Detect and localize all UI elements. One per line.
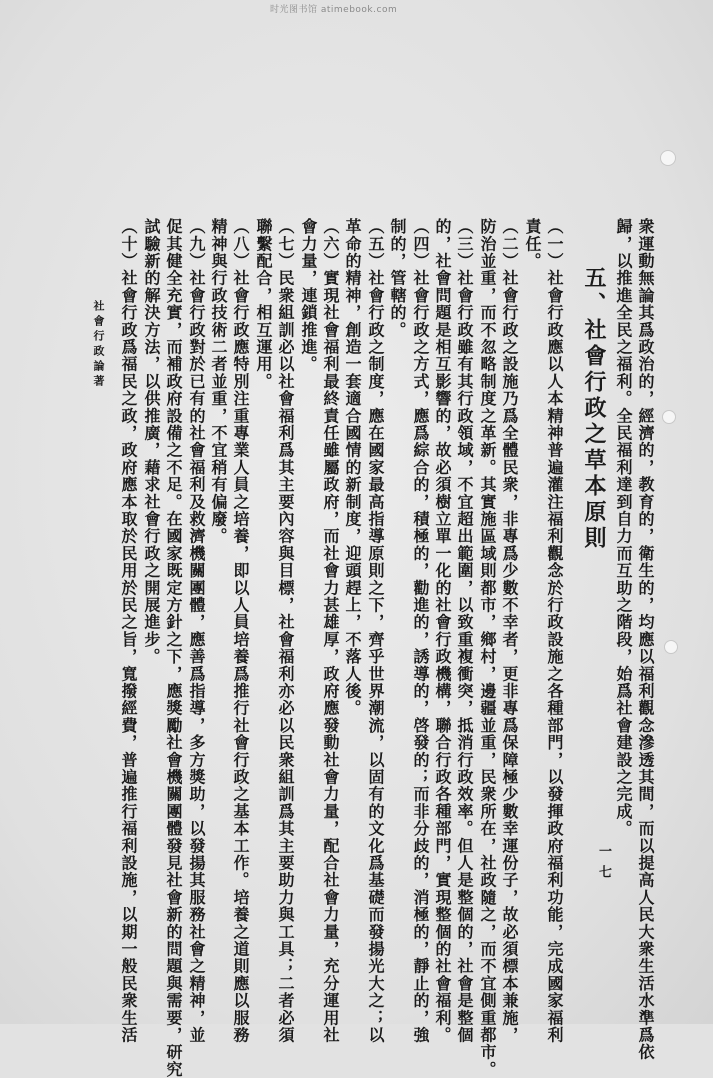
text-column: （一）社會行政應以人本精神普遍灌注福利觀念於行政設施之各種部門，以發揮政府福利功能，完成國家福利 xyxy=(545,218,564,1044)
text-column: 責任。 xyxy=(523,218,542,270)
text-column: 制的，管轄的。 xyxy=(388,218,407,339)
text-column: 的，社會問題是相互影響的，故必須樹立單一化的社會行政機構，聯合行政各種部門，實現整個的社會福利。 xyxy=(433,218,452,1044)
text-column: （七）民衆組訓必以社會福利爲其主要內容與目標，社會福利亦必以民衆組訓爲其主要助力與工具；二者必須 xyxy=(276,218,295,1044)
running-header: 社會行政論著 xyxy=(92,300,105,390)
text-column: 防治並重，而不忽略制度之革新。其實施區域則都市，鄉村，邊疆並重，民衆所在，社政隨之，而不宜側重都市。 xyxy=(478,218,497,1078)
text-column: 衆運動無論其爲政治的，經濟的，教育的，衛生的，均應以福利觀念滲透其間，而以提高人民大衆生活水準爲依 xyxy=(636,218,655,1061)
text-column: 促其健全充實，而補政府設備之不足。在國家既定方針之下，應獎勵社會機關團體發見社會新的問題與需要，研究 xyxy=(164,218,183,1078)
text-column: 聯繫配合，相互運用。 xyxy=(254,218,273,390)
binding-hole xyxy=(660,150,676,166)
text-column: 革命的精神，創造一套適合國情的新制度，迎頭趕上，不落人後。 xyxy=(343,218,362,717)
binding-hole xyxy=(662,410,676,424)
section-title: 五、社會行政之草本原則 xyxy=(581,266,607,552)
text-column: 試驗新的解決方法，以供推廣，藉求社會行政之開展進步。 xyxy=(142,218,161,666)
text-column: （十）社會行政爲福民之政，政府應本取於民用於民之旨，寬撥經費，普遍推行福利設施，以期一般民衆生活 xyxy=(119,218,138,1044)
text-column: （五）社會行政之制度，應在國家最高指導原則之下，齊乎世界潮流，以固有的文化爲基礎而發揚光大之；以 xyxy=(366,218,385,1044)
text-column: （三）社會行政雖有其行政領域，不宜超出範圍，以致重複衝突，抵消行政效率。但人是整個的，社會是整個 xyxy=(455,218,474,1044)
text-column: 歸，以推進全民之福利。全民福利達到自力而互助之階段，始爲社會建設之完成。 xyxy=(614,218,633,838)
text-column: 精神與行政技術二者並重，不宜稍有偏廢。 xyxy=(209,218,228,545)
text-column: （六）實現社會福利最終責任雖屬政府，而社會力甚雄厚，政府應發動社會力量，配合社會力量，充分運用社 xyxy=(321,218,340,1044)
text-column: （四）社會行政之方式，應爲綜合的，積極的，勸進的，誘導的，啓發的；而非分歧的，消極的，靜止的，強 xyxy=(411,218,430,1044)
binding-hole xyxy=(664,640,678,654)
watermark: 时光图书馆 atimebook.com xyxy=(270,5,398,15)
text-column: （八）社會行政應特別注重專業人員之培養，即以人員培養爲推行社會行政之基本工作。培養之道則應以服務 xyxy=(231,218,250,1044)
page-number: 一七 xyxy=(596,844,611,886)
text-column: 會力量，連鎖推進。 xyxy=(299,218,318,373)
text-column: （九）社會行政對於已有的社會福利及救濟機關團體，應善爲指導，多方獎助，以發揚其服務社會之精神，並 xyxy=(187,218,206,1044)
text-column: （二）社會行政之設施乃爲全體民衆，非專爲少數不幸者，更非專爲保障極少數幸運份子，故必須標本兼施， xyxy=(500,218,519,1044)
